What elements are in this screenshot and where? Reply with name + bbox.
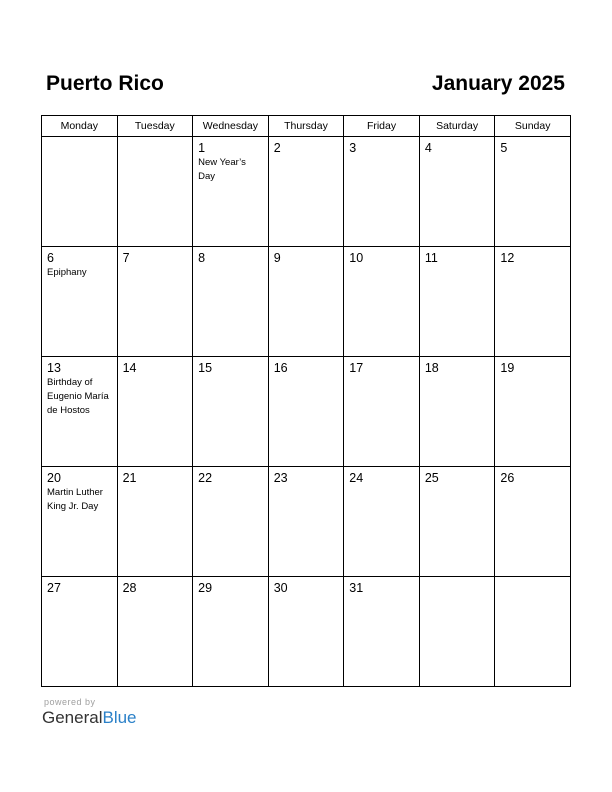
holiday-label: New Year’s Day [198,157,246,182]
weekday-header-sunday: Sunday [495,116,571,137]
month-year-title: January 2025 [431,72,565,95]
day-cell [268,577,344,687]
day-cell [193,137,269,247]
day-number: 14 [122,361,137,375]
day-number: 4 [424,141,432,155]
country-title: Puerto Rico [46,72,164,95]
day-number: 10 [349,251,364,265]
holiday-label: Birthday of Eugenio María de Hostos [47,377,109,416]
day-cell [268,357,344,467]
day-cell [344,247,420,357]
day-cell [42,577,118,687]
day-number: 11 [424,251,438,265]
day-cell [117,137,193,247]
generalblue-logo [42,708,137,728]
day-cell [193,357,269,467]
week-row [42,137,571,247]
day-cell [344,357,420,467]
day-number: 5 [500,141,508,155]
day-number: 9 [273,251,281,265]
day-cell [42,467,118,577]
day-cell [193,247,269,357]
day-cell [419,577,495,687]
day-cell [42,137,118,247]
day-number: 22 [198,471,213,485]
logo-blue-text: Blue [102,708,137,727]
day-number: 23 [273,471,288,485]
day-number: 16 [273,361,288,375]
holiday-label: Martin Luther King Jr. Day [47,487,103,512]
week-row [42,577,571,687]
day-cell [495,467,571,577]
day-cell [344,577,420,687]
day-number: 30 [273,581,288,595]
day-number: 3 [349,141,357,155]
day-number: 29 [198,581,213,595]
day-number: 19 [500,361,515,375]
day-cell [268,467,344,577]
weekday-header-saturday: Saturday [419,116,495,137]
day-cell [495,137,571,247]
day-cell [193,467,269,577]
weekday-header-thursday: Thursday [268,116,344,137]
day-number: 18 [424,361,439,375]
day-cell [419,247,495,357]
calendar-grid [41,115,571,687]
weekday-header-friday: Friday [344,116,420,137]
weekday-header-row [42,116,571,137]
day-number: 25 [424,471,439,485]
powered-by-text: powered by [44,697,96,707]
day-cell [419,137,495,247]
holiday-label: Epiphany [47,267,87,278]
day-cell [42,357,118,467]
day-number: 26 [500,471,515,485]
day-cell [344,467,420,577]
day-cell [42,247,118,357]
day-number: 8 [198,251,206,265]
week-row [42,357,571,467]
day-cell [193,577,269,687]
day-cell [419,467,495,577]
day-number: 28 [122,581,137,595]
day-number: 13 [47,361,61,375]
day-cell [117,247,193,357]
day-number: 17 [349,361,364,375]
day-cell [495,357,571,467]
day-number: 12 [500,251,515,265]
weekday-header-tuesday: Tuesday [117,116,193,137]
day-number: 31 [349,581,364,595]
day-cell [268,137,344,247]
day-cell [495,247,571,357]
weekday-header-wednesday: Wednesday [193,116,269,137]
day-number: 15 [198,361,213,375]
week-row [42,247,571,357]
day-cell [419,357,495,467]
logo-general-text: General [42,708,103,727]
day-number: 27 [47,581,61,595]
calendar-body [42,137,571,687]
day-cell [117,357,193,467]
day-number: 21 [122,471,137,485]
day-cell [495,577,571,687]
day-cell [117,467,193,577]
day-number: 20 [47,471,61,485]
day-number: 24 [349,471,364,485]
week-row [42,467,571,577]
day-number: 7 [122,251,130,265]
day-number: 6 [47,251,54,265]
day-cell [344,137,420,247]
day-number: 1 [198,141,206,155]
day-number: 2 [273,141,281,155]
day-cell [117,577,193,687]
weekday-header-monday: Monday [42,116,118,137]
day-cell [268,247,344,357]
